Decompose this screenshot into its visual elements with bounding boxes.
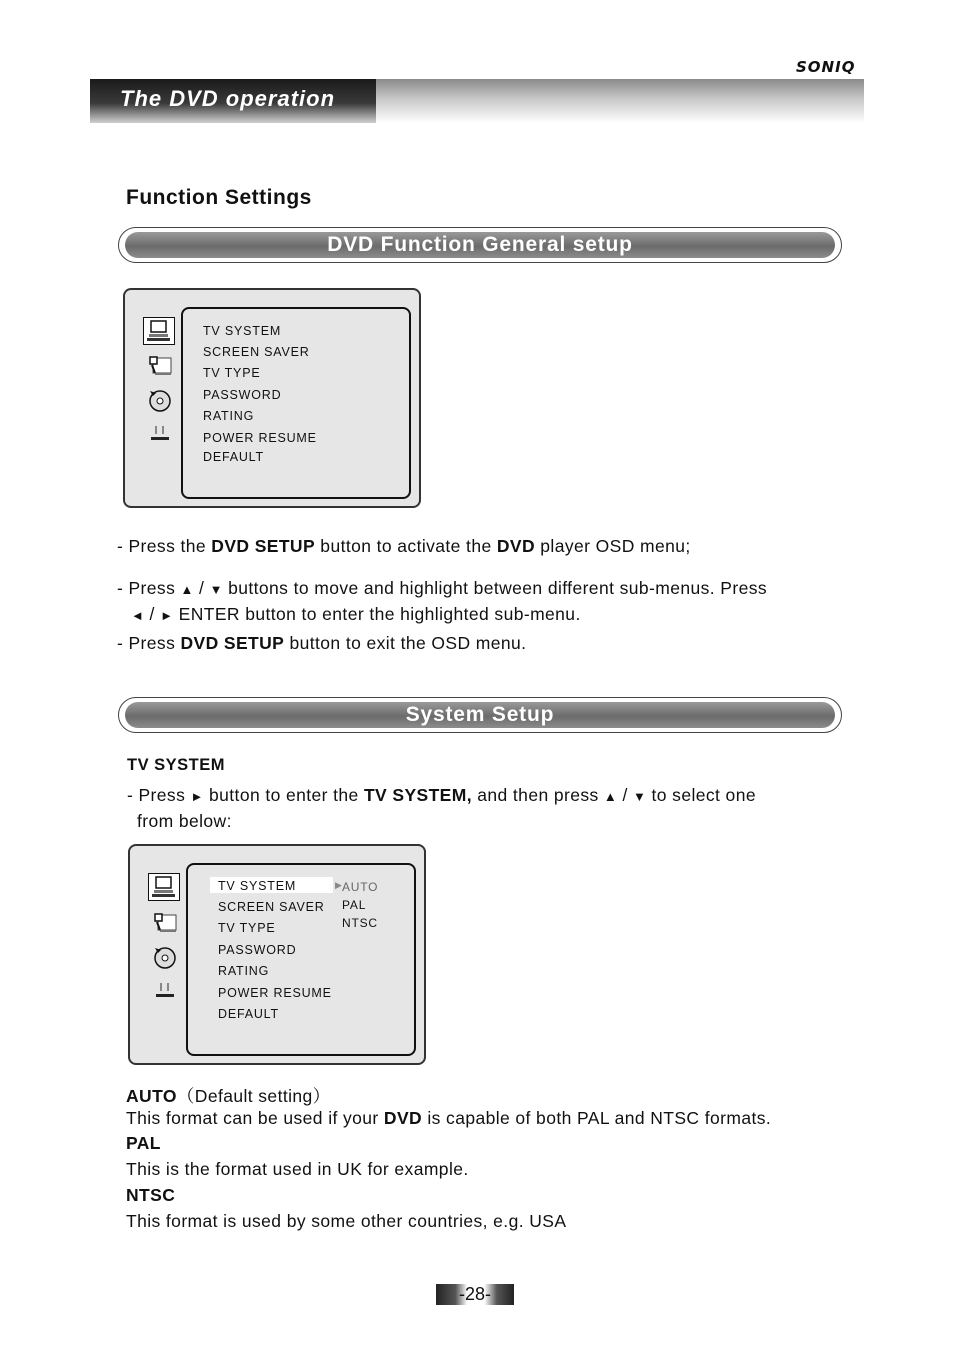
arrow-right-icon: ► [190,789,204,804]
ntsc-heading: NTSC [126,1185,176,1205]
brand-logo: SONIQ [796,58,856,76]
pal-heading: PAL [126,1133,161,1153]
selection-arrow-icon: ▶ [335,880,342,890]
pal-description: This is the format used in UK for example. [126,1159,469,1179]
ntsc-description: This format is used by some other countries, e.g. USA [126,1211,567,1231]
banner-system-setup [118,697,842,733]
menu-item-screen-saver[interactable]: SCREEN SAVER [218,900,325,914]
menu-item-tv-type[interactable]: TV TYPE [203,366,261,380]
menu-item-tv-system[interactable]: TV SYSTEM [203,324,282,338]
arrow-right-icon: ► [160,608,174,623]
auto-heading: AUTO（Default setting） [126,1086,331,1106]
menu-item-screen-saver[interactable]: SCREEN SAVER [203,345,310,359]
instruction-enter: ◄ / ► ENTER button to enter the highlighted sub-menu. [131,604,581,624]
page-title: The DVD operation [120,86,336,111]
disc-icon [152,944,178,975]
menu-item-password[interactable]: PASSWORD [203,388,282,402]
tv-system-heading: TV SYSTEM [127,756,226,774]
disc-icon [147,387,173,418]
option-pal[interactable]: PAL [342,898,367,912]
instruction-exit: - Press DVD SETUP button to exit the OSD menu. [117,633,527,653]
instruction-activate: - Press the DVD SETUP button to activate the DVD player OSD menu; [117,536,691,556]
preferences-icon [154,981,176,1006]
menu-item-rating[interactable]: RATING [203,409,255,423]
arrow-down-icon: ▼ [209,582,223,597]
banner-general-setup [118,227,842,263]
tv-monitor-icon [148,873,180,901]
osd-menu-general [123,288,421,508]
section-title: Function Settings [126,186,312,209]
screen-saver-icon [152,911,178,938]
option-ntsc[interactable]: NTSC [342,916,378,930]
menu-item-tv-type[interactable]: TV TYPE [218,921,276,935]
arrow-left-icon: ◄ [131,608,145,623]
tv-monitor-icon [143,317,175,345]
banner-general-setup-label: DVD Function General setup [125,232,835,258]
menu-item-tv-system[interactable]: TV SYSTEM [218,879,297,893]
menu-item-password[interactable]: PASSWORD [218,943,297,957]
tv-system-instruction: - Press ► button to enter the TV SYSTEM, and then press ▲ / ▼ to select one [127,785,756,805]
arrow-up-icon: ▲ [603,789,618,804]
menu-item-power-resume[interactable]: POWER RESUME [218,986,332,1000]
tv-system-instruction-cont: from below: [137,811,232,831]
banner-system-setup-label: System Setup [125,702,835,728]
menu-item-rating[interactable]: RATING [218,964,270,978]
screen-saver-icon [147,354,173,381]
menu-item-power-resume[interactable]: POWER RESUME [203,431,317,445]
menu-item-default[interactable]: DEFAULT [218,1007,279,1021]
auto-description: This format can be used if your DVD is capable of both PAL and NTSC formats. [126,1108,772,1128]
arrow-down-icon: ▼ [632,789,647,804]
option-auto[interactable]: AUTO [342,880,379,894]
osd-menu-tv-system [128,844,426,1065]
arrow-up-icon: ▲ [180,582,194,597]
instruction-navigate: - Press ▲ / ▼ buttons to move and highlight between different sub-menus. Press [117,578,768,598]
preferences-icon [149,424,171,449]
page-number: -28- [458,1284,491,1304]
menu-item-default[interactable]: DEFAULT [203,450,264,464]
